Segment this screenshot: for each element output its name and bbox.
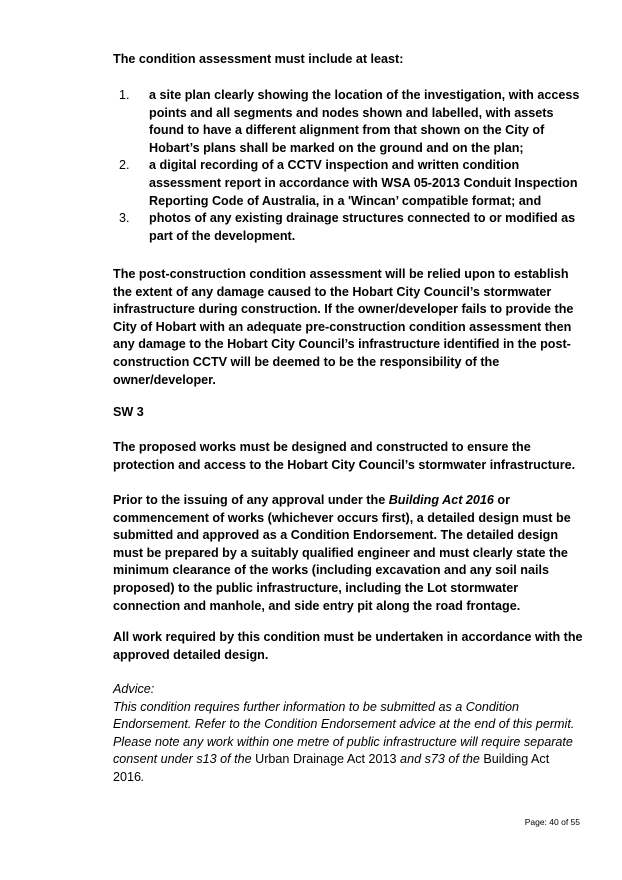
list-item-text: a site plan clearly showing the location of the investigation, with access points and all segments and nodes shown and labelled, with assets found to have a different alignment from that shown on the City of Hobart’s plans shall be marked on the ground and on the plan;: [149, 88, 580, 155]
building-act-reference-advice: Building Act 2016: [113, 752, 550, 784]
advice-label: Advice:: [113, 682, 155, 696]
prior-approval-text-end: or commencement of works (whichever occurs first), a detailed design must be submitted and approved as a Condition Endorsement. The detailed design must be prepared by a suitably qualified engineer and must clearly state the minimum clearance of the works (including excavation and any soil nails proposed) to the public infrastructure, including the Lot stormwater connection and manhole, and side entry pit along the road frontage.: [113, 493, 571, 613]
list-item-number: 2.: [119, 158, 130, 173]
prior-approval-text-start: Prior to the issuing of any approval under the: [113, 493, 389, 507]
building-act-reference: Building Act 2016: [388, 493, 494, 507]
section-heading: The condition assessment must include at least:: [113, 52, 404, 66]
advice-text: [113, 699, 583, 787]
all-work-paragraph: All work required by this condition must be undertaken in accordance with the approved detailed design.: [113, 630, 583, 662]
section-code-heading: SW 3: [113, 405, 144, 419]
assessment-requirements-list: [113, 87, 583, 245]
advice-text-start: This condition requires further information to be submitted as a Condition Endorsement. Refer to the Condition Endorsement advice at the end of this permit. Please note any work within one metre of public infrastructure will require separate consent under s13 of the: [113, 699, 575, 767]
list-item: [113, 87, 583, 157]
list-item-number: 1.: [119, 88, 130, 102]
list-item: [113, 210, 583, 245]
list-item: [113, 157, 583, 210]
list-item-number: 3.: [119, 211, 130, 226]
prior-approval-paragraph: [113, 492, 583, 615]
proposed-works-paragraph: The proposed works must be designed and constructed to ensure the protection and access to the Hobart City Council’s stormwater infrastructure.: [113, 440, 576, 472]
advice-block: [113, 681, 583, 787]
list-item-text: a digital recording of a CCTV inspection and written condition assessment report in accordance with WSA 05-2013 Conduit Inspection Reporting Code of Australia, in a 'Wincan’ compatible format; and: [149, 158, 578, 208]
page-number: Page: 40 of 55: [524, 817, 580, 827]
advice-text-end: .: [141, 769, 145, 784]
list-item-text: photos of any existing drainage structures connected to or modified as part of the development.: [149, 211, 576, 243]
post-construction-paragraph: The post-construction condition assessment will be relied upon to establish the extent of any damage caused to the Hobart City Council’s stormwater infrastructure during construction. If the owner/developer fails to provide the City of Hobart with an adequate pre-construction condition assessment then any damage to the Hobart City Council’s infrastructure identified in the post-construction CCTV will be deemed to be the responsibility of the owner/developer.: [113, 267, 574, 387]
urban-drainage-act-reference: Urban Drainage Act 2013: [255, 752, 397, 767]
advice-text-mid: and s73 of the: [396, 752, 484, 767]
